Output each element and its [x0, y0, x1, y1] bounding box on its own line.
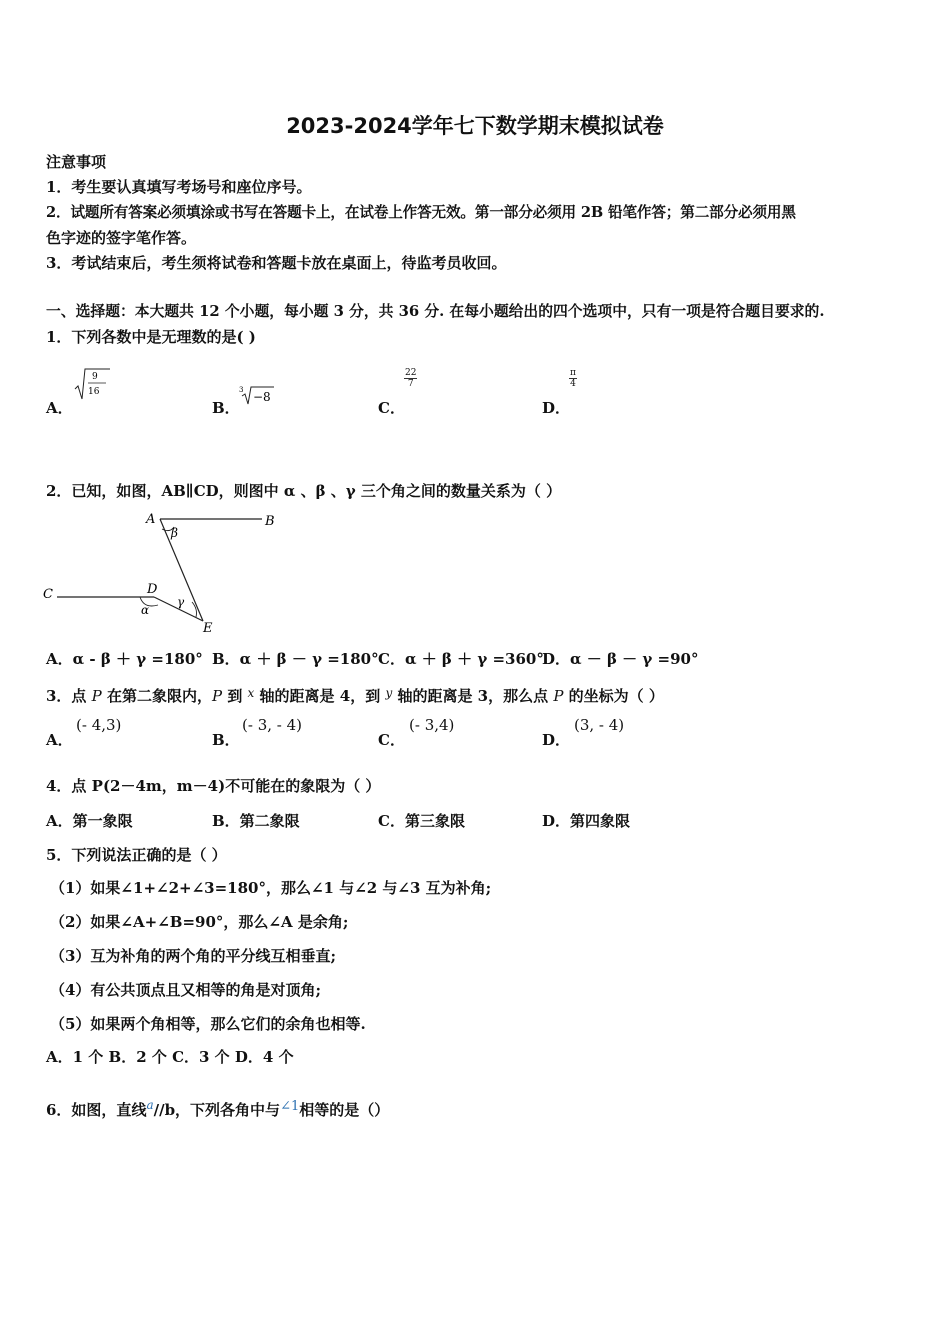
- label-a: A: [146, 512, 156, 527]
- q4-option-c: C．第三象限: [378, 812, 465, 830]
- q2-option-d: D．α － β － γ =90°: [542, 650, 699, 668]
- notice-item-2: 2．试题所有答案必须填涂或书写在答题卡上，在试卷上作答无效。第一部分必须用 2B 铅笔作答；第二部分必须用黑: [46, 204, 796, 221]
- q1-stem: 1．下列各数中是无理数的是( ): [46, 328, 256, 346]
- q1-b-radicand: −8: [253, 390, 271, 404]
- label-d: D: [147, 582, 158, 597]
- q4-stem: 4．点 P(2－4m，m－4)不可能在的象限为（ ）: [46, 777, 381, 795]
- q1-option-a-label: A．: [46, 399, 73, 417]
- q5-stem: 5．下列说法正确的是（ ）: [46, 846, 227, 864]
- label-c: C: [43, 587, 53, 602]
- q3-option-a-value: (- 4,3): [76, 716, 122, 734]
- q4-option-b: B．第二象限: [212, 812, 300, 830]
- q5-options: A．1 个 B．2 个 C．3 个 D．4 个: [46, 1048, 294, 1066]
- page-title: 2023-2024学年七下数学期末模拟试卷: [286, 114, 664, 138]
- q5-statement-3: （3）互为补角的两个角的平分线互相垂直;: [50, 947, 336, 965]
- q1-option-c-label: C．: [378, 399, 405, 417]
- notice-item-3: 3．考试结束后，考生须将试卷和答题卡放在桌面上，待监考员收回。: [46, 254, 507, 272]
- q1-option-c-frac: $\frac{22}{7}$: [405, 368, 417, 389]
- q3-option-a-label: A．: [46, 731, 73, 749]
- q6-stem: 6．如图，直线$^a$//b，下列各角中与∠1相等的是（）: [46, 1098, 390, 1119]
- section-heading: 一、选择题：本大题共 12 个小题，每小题 3 分，共 36 分. 在每小题给出的四个选项中，只有一项是符合题目要求的.: [46, 303, 825, 320]
- notice-item-1: 1．考生要认真填写考场号和座位序号。: [46, 178, 312, 196]
- q5-statement-2: （2）如果∠A+∠B=90°，那么∠A 是余角;: [50, 913, 349, 931]
- q3-option-c-value: (- 3,4): [409, 716, 455, 734]
- q3-option-b-label: B．: [212, 731, 240, 749]
- q3-option-b-value: (- 3, - 4): [242, 716, 302, 734]
- label-alpha: α: [141, 603, 150, 617]
- q1-option-d-label: D．: [542, 399, 571, 417]
- q5-statement-5: （5）如果两个角相等，那么它们的余角也相等.: [50, 1015, 366, 1033]
- label-e: E: [203, 621, 213, 636]
- q2-option-b: B．α ＋ β － γ =180°: [212, 650, 379, 668]
- q2-stem: 2．已知，如图，AB∥CD，则图中 α 、β 、γ 三个角之间的数量关系为（ ）: [46, 482, 562, 500]
- q2-option-a: A．α - β ＋ γ =180°: [46, 650, 203, 668]
- q1-a-num: 9: [92, 372, 98, 382]
- q3-option-d-label: D．: [542, 731, 571, 749]
- q1-option-a-expr: [74, 367, 114, 407]
- q4-option-d: D．第四象限: [542, 812, 631, 830]
- q1-a-den: 16: [88, 387, 100, 397]
- q2-option-c: C．α ＋ β ＋ γ =360°: [378, 650, 544, 668]
- q3-stem: 3．点 P 在第二象限内，P 到 $^x$ 轴的距离是 4，到 $^y$ 轴的距离是 3，那么点 P 的坐标为（ ）: [46, 686, 664, 705]
- label-b: B: [265, 514, 275, 529]
- q5-statement-4: （4）有公共顶点且又相等的角是对顶角;: [50, 981, 321, 999]
- q1-option-b-expr: [238, 384, 278, 410]
- notice-item-2-cont: 色字迹的签字笔作答。: [46, 229, 197, 247]
- q3-option-c-label: C．: [378, 731, 405, 749]
- q1-b-index: 3: [239, 386, 244, 394]
- q1-option-d-frac: $\frac{\pi}{4}$: [570, 368, 576, 389]
- q1-option-b-label: B．: [212, 399, 240, 417]
- label-beta: β: [171, 526, 178, 540]
- q2-figure: [40, 505, 290, 644]
- q4-option-a: A．第一象限: [46, 812, 133, 830]
- notice-heading: 注意事项: [46, 153, 107, 171]
- label-gamma: γ: [177, 595, 185, 609]
- q5-statement-1: （1）如果∠1+∠2+∠3=180°，那么∠1 与∠2 与∠3 互为补角;: [50, 879, 492, 897]
- q3-option-d-value: (3, - 4): [574, 716, 625, 734]
